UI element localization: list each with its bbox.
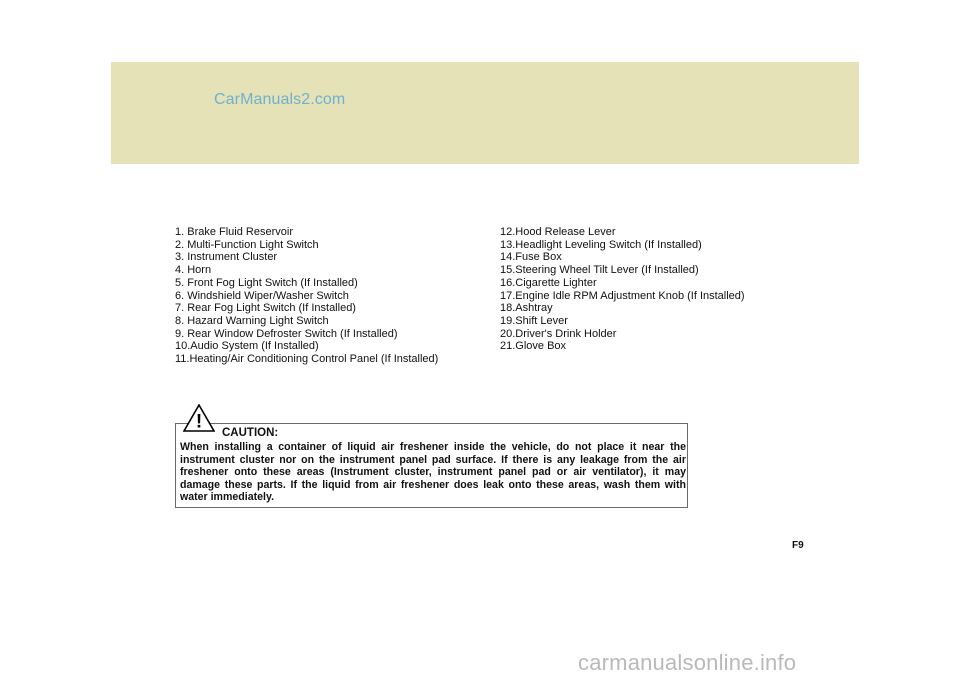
list-item: 10.Audio System (If Installed) <box>175 340 319 353</box>
list-item: 12.Hood Release Lever <box>500 226 616 238</box>
footer-watermark[interactable]: carmanualsonline.info <box>578 650 797 675</box>
list-item: 20.Driver's Drink Holder <box>500 327 617 340</box>
list-item: 5. Front Fog Light Switch (If Installed) <box>175 276 358 289</box>
caution-text: When installing a container of liquid air freshener inside the vehicle, do not place it near the instrument cluster nor on the instrument panel pad surface. If there is any leakage from the air freshener onto these areas (Instrument cluster, instrument panel pad or air ventilator), it may damage these parts. If the liquid from air freshener does leak onto these areas, wash them with water immediately. <box>180 441 686 504</box>
list-item: 17.Engine Idle RPM Adjustment Knob (If Installed) <box>500 289 745 302</box>
list-item: 1. Brake Fluid Reservoir <box>175 226 293 238</box>
page-number: F9 <box>792 540 804 551</box>
warning-triangle-icon <box>183 404 215 432</box>
list-item: 3. Instrument Cluster <box>175 251 278 264</box>
warning-glyph: ! <box>195 411 203 432</box>
list-item: 8. Hazard Warning Light Switch <box>175 314 329 327</box>
list-item: 14.Fuse Box <box>500 251 562 264</box>
list-item: 2. Multi-Function Light Switch <box>175 238 319 251</box>
caution-title: CAUTION: <box>222 427 279 439</box>
list-item: 6. Windshield Wiper/Washer Switch <box>175 289 349 302</box>
list-item: 21.Glove Box <box>500 340 567 353</box>
component-list-right <box>500 226 790 353</box>
component-list-left <box>175 226 475 366</box>
list-item: 18.Ashtray <box>500 302 553 315</box>
list-item: 13.Headlight Leveling Switch (If Installed) <box>500 238 702 251</box>
list-item: 7. Rear Fog Light Switch (If Installed) <box>175 302 356 315</box>
list-item: 15.Steering Wheel Tilt Lever (If Installed) <box>500 264 699 277</box>
header-banner <box>111 62 859 164</box>
list-item: 16.Cigarette Lighter <box>500 276 597 289</box>
site-watermark[interactable]: CarManuals2.com <box>214 91 346 108</box>
list-item: 4. Horn <box>175 264 212 277</box>
list-item: 19.Shift Lever <box>500 314 568 327</box>
list-item: 9. Rear Window Defroster Switch (If Installed) <box>175 327 398 340</box>
list-item: 11.Heating/Air Conditioning Control Panel (If Installed) <box>175 353 439 366</box>
